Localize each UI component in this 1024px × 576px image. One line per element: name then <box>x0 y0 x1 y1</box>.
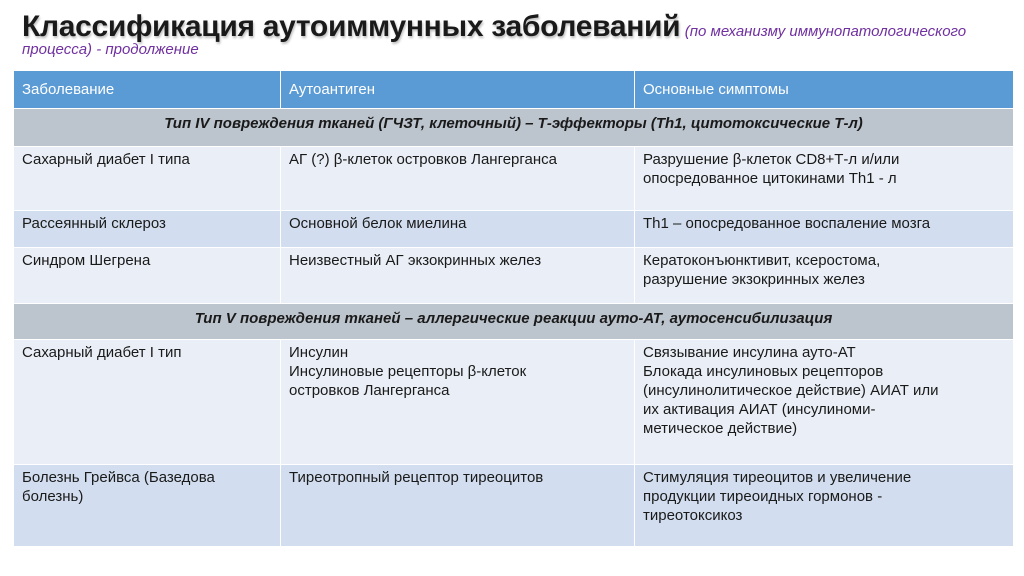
header-row <box>14 71 1014 109</box>
slide-title <box>22 10 1012 58</box>
symptom-line: Стимуляция тиреоцитов и увеличение <box>643 469 912 486</box>
antigen-line: Инсулиновые рецепторы β-клеток <box>289 363 527 380</box>
header-symptoms: Основные симптомы <box>635 71 1014 109</box>
cell-antigen: АГ (?) β-клеток островков Лангерганса <box>281 147 635 211</box>
title-subtitle-line2: процесса) - продолжение <box>22 41 199 58</box>
antigen-line: Инсулин <box>289 344 349 361</box>
table-row <box>14 147 1014 211</box>
header-antigen: Аутоантиген <box>281 71 635 109</box>
symptom-line: тиреотоксикоз <box>643 507 743 524</box>
symptom-line: разрушение экзокринных желез <box>643 271 865 288</box>
symptom-line: Разрушение β-клеток CD8+Т-л и/или <box>643 151 900 168</box>
cell-symptoms <box>635 147 1014 211</box>
title-subtitle-line1: (по механизму иммунопатологического <box>684 23 967 40</box>
table-row <box>14 340 1014 465</box>
header-disease: Заболевание <box>14 71 281 109</box>
symptom-line: продукции тиреоидных гормонов - <box>643 488 883 505</box>
cell-disease: Сахарный диабет I тип <box>14 340 281 465</box>
symptom-line: их активация АИАТ (инсулиноми- <box>643 401 876 418</box>
antigen-line: островков Лангерганса <box>289 382 450 399</box>
symptom-line: опосредованное цитокинами Th1 - л <box>643 170 897 187</box>
symptom-line: Связывание инсулина ауто-АТ <box>643 344 856 361</box>
cell-disease <box>14 465 281 547</box>
disease-line: болезнь) <box>22 488 84 505</box>
cell-symptoms <box>635 465 1014 547</box>
symptom-line: (инсулинолитическое действие) АИАТ или <box>643 382 939 399</box>
cell-antigen: Тиреотропный рецептор тиреоцитов <box>281 465 635 547</box>
table-row <box>14 465 1014 547</box>
classification-table <box>13 70 1014 547</box>
section-type-v: Тип V повреждения тканей – аллергические реакции ауто-АТ, аутосенсибилизация <box>14 304 1014 340</box>
symptom-line: Кератоконъюнктивит, ксеростома, <box>643 252 881 269</box>
cell-symptoms: Th1 – опосредованное воспаление мозга <box>635 211 1014 248</box>
cell-antigen <box>281 340 635 465</box>
cell-symptoms <box>635 340 1014 465</box>
cell-disease: Рассеянный склероз <box>14 211 281 248</box>
cell-disease: Сахарный диабет I типа <box>14 147 281 211</box>
disease-line: Болезнь Грейвса (Базедова <box>22 469 215 486</box>
section-type-iv: Тип IV повреждения тканей (ГЧЗТ, клеточный) – Т-эффекторы (Th1, цитотоксические Т-л) <box>14 109 1014 147</box>
title-main: Классификация аутоиммунных заболеваний <box>22 10 681 43</box>
cell-antigen: Неизвестный АГ экзокринных желез <box>281 248 635 304</box>
cell-disease: Синдром Шегрена <box>14 248 281 304</box>
table-row <box>14 248 1014 304</box>
cell-antigen: Основной белок миелина <box>281 211 635 248</box>
cell-symptoms <box>635 248 1014 304</box>
section-row-type-v <box>14 304 1014 340</box>
table-row <box>14 211 1014 248</box>
symptom-line: метическое действие) <box>643 420 798 437</box>
symptom-line: Блокада инсулиновых рецепторов <box>643 363 884 380</box>
section-row-type-iv <box>14 109 1014 147</box>
